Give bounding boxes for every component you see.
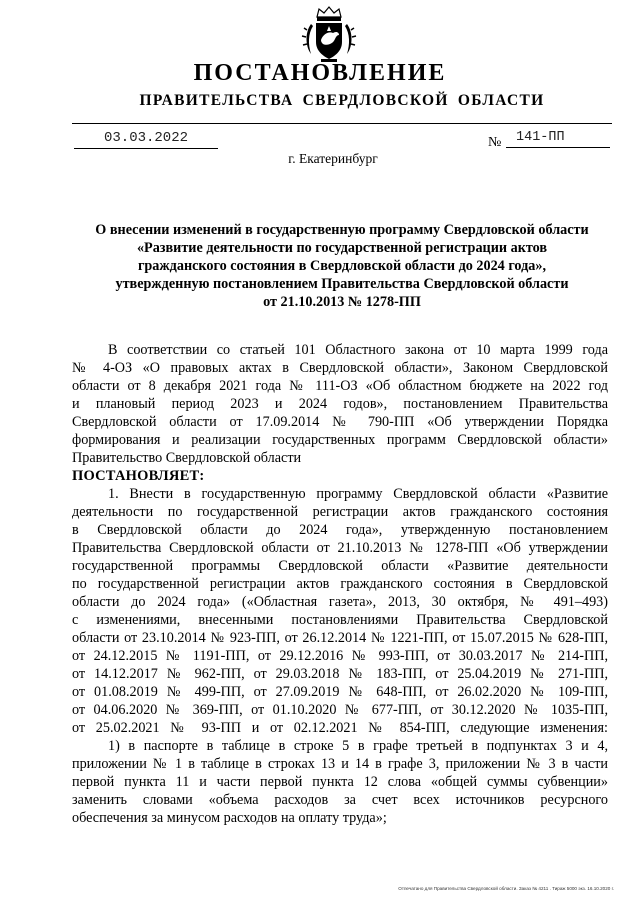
body-line: Правительства Свердловской области от 21.10.2013 № 1278-ПП «Об утверждении: [72, 540, 608, 556]
body-line: формирования и реализации государственных программ Свердловской области»: [72, 432, 608, 448]
body-line: обеспечения за минусом расходов на оплату труда»;: [72, 810, 387, 826]
body-line: области от 8 декабря 2021 года № 111-ОЗ «Об областном бюджете на 2022 год: [72, 378, 608, 394]
document-body: [72, 341, 608, 827]
body-line: № 4-ОЗ «О правовых актах в Свердловской области», Законом Свердловской: [72, 360, 608, 376]
body-line: с изменениями, внесенными постановлениями Правительства Свердловской: [72, 612, 608, 628]
number-sign: №: [488, 135, 502, 150]
body-line: от 25.02.2021 № 93-ПП и от 02.12.2021 № 854-ПП, следующие изменения:: [72, 720, 608, 736]
body-line: приложении № 1 в таблице в строках 13 и 14 в графе 3, приложении № 3 в части: [72, 756, 608, 772]
body-line: государственной программы Свердловской области «Развитие деятельности: [72, 558, 608, 574]
city: г. Екатеринбург: [288, 151, 378, 166]
heading-line: гражданского состояния в Свердловской области до 2024 года»,: [137, 258, 547, 274]
body-line: заменить словами «объема расходов за счет всех источников ресурсного: [72, 792, 608, 808]
body-line: В соответствии со статьей 101 Областного закона от 10 марта 1999 года: [108, 342, 608, 358]
heading-line: «Развитие деятельности по государственной регистрации актов: [136, 240, 548, 256]
body-line: 1. Внести в государственную программу Свердловской области «Развитие: [108, 486, 608, 502]
body-line: 1) в паспорте в таблице в строке 5 в графе третьей в подпунктах 3 и 4,: [108, 738, 608, 754]
heading-line: от 21.10.2013 № 1278-ПП: [263, 294, 421, 310]
printer-imprint: Отпечатано для Правительства Свердловской области. Заказ № 4211 . Тираж 5000 экз. 16.10.2020 г.: [398, 886, 614, 891]
body-line: Свердловской области от 17.09.2014 № 790-ПП «Об утверждении Порядка: [72, 414, 608, 430]
body-line: от 14.12.2017 № 962-ПП, от 29.03.2018 № 183-ПП, от 25.04.2019 № 271-ПП,: [72, 666, 608, 682]
body-line: первой пункта 11 и части первой пункта 12 слова «общей суммы субвенции»: [72, 774, 608, 790]
body-line: от 04.06.2020 № 369-ПП, от 01.10.2020 № 677-ПП, от 30.12.2020 № 1035-ПП,: [72, 702, 608, 718]
document-date: 03.03.2022: [74, 130, 218, 149]
resolution-heading: [70, 221, 614, 311]
body-line: и плановый период 2023 и 2024 годов», постановлением Правительства: [72, 396, 608, 412]
document-number: 141-ПП: [506, 130, 610, 148]
body-line: деятельности по государственной регистрации актов гражданского состояния: [72, 504, 608, 520]
heading-line: утвержденную постановлением Правительства Свердловской области: [115, 276, 569, 292]
body-line: от 24.12.2015 № 1191-ПП, от 29.12.2016 № 993-ПП, от 30.03.2017 № 214-ПП,: [72, 648, 608, 664]
body-line: от 01.08.2019 № 499-ПП, от 27.09.2019 № 648-ПП, от 26.02.2020 № 109-ПП,: [72, 684, 608, 700]
issuing-authority: ПРАВИТЕЛЬСТВА СВЕРДЛОВСКОЙ ОБЛАСТИ: [139, 92, 545, 109]
body-line: Правительство Свердловской области: [72, 450, 302, 466]
coat-of-arms-icon: [299, 4, 359, 64]
body-line: в Свердловской области до 2024 года», утвержденную постановлением: [72, 522, 608, 538]
body-line: по государственной регистрации актов гражданского состояния в Свердловской: [72, 576, 608, 592]
resolves-keyword: ПОСТАНОВЛЯЕТ:: [72, 468, 205, 484]
heading-line: О внесении изменений в государственную программу Свердловской области: [95, 222, 589, 238]
body-line: области до 2024 года» («Областная газета», 2013, 30 октября, № 491–493): [72, 594, 608, 610]
document-title: ПОСТАНОВЛЕНИЕ: [193, 60, 447, 86]
header-divider: [72, 123, 612, 124]
body-line: области от 23.10.2014 № 923-ПП, от 26.12.2014 № 1221-ПП, от 15.07.2015 № 628-ПП,: [72, 630, 608, 646]
